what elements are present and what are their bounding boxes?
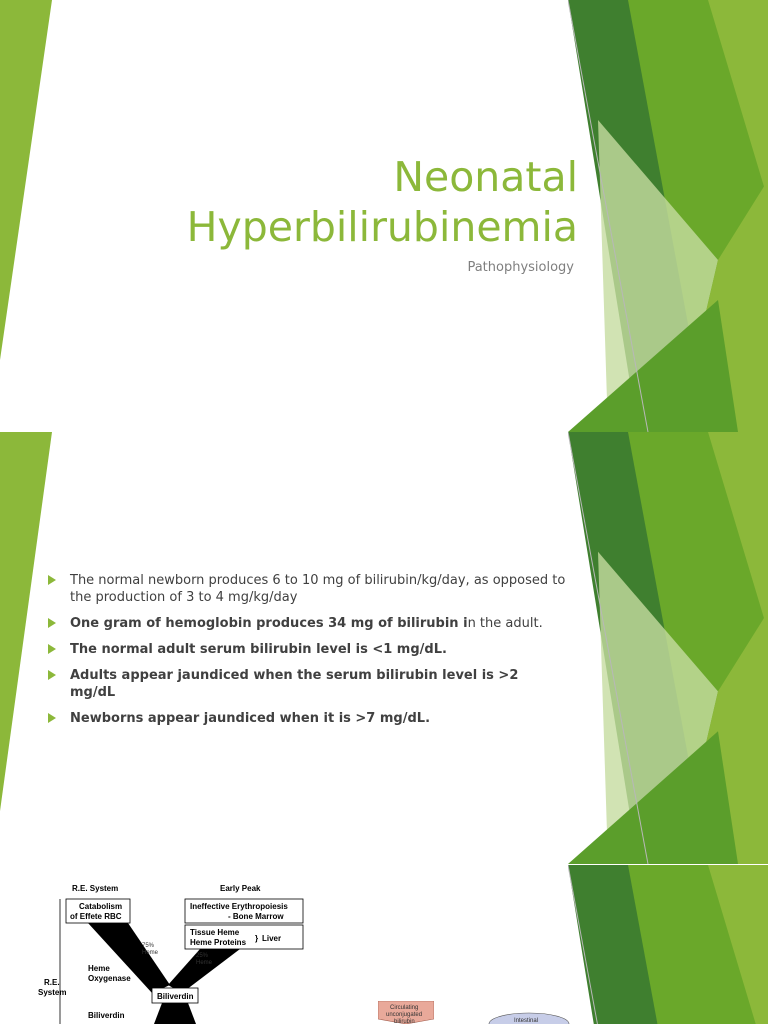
bullet-item: Adults appear jaundiced when the serum bilirubin level is >2 mg/dL	[48, 667, 568, 701]
svg-text:Intestinal: Intestinal	[514, 1018, 539, 1024]
bullet-item: Newborns appear jaundiced when it is >7 mg/dL.	[48, 710, 568, 727]
down-arrow	[154, 1003, 196, 1024]
svg-text:bilirubin: bilirubin	[394, 1019, 415, 1024]
right-green-decoration	[568, 0, 768, 432]
circulating-bilirubin-node	[378, 1001, 434, 1024]
bullet-item: One gram of hemoglobin produces 34 mg of bilirubin in the adult.	[48, 615, 568, 632]
ineffective-label-1: Ineffective Erythropoiesis	[190, 902, 288, 911]
diagram-slide	[0, 865, 768, 1024]
heme-oxygenase-label-2: Oxygenase	[88, 974, 131, 983]
biliverdin-bottom-label: Biliverdin	[88, 1011, 125, 1020]
heme-oxygenase-label-1: Heme	[88, 964, 110, 973]
heme-proteins-label: Heme Proteins	[190, 938, 247, 947]
tissue-heme-label: Tissue Heme	[190, 928, 240, 937]
bullet-arrow-icon	[48, 644, 56, 654]
left-green-stripe	[0, 0, 60, 432]
title-line-1: Neonatal	[393, 153, 578, 201]
catabolism-label-1: Catabolism	[79, 902, 123, 911]
title-line-2: Hyperbilirubinemia	[186, 203, 578, 251]
early-peak-header: Early Peak	[220, 884, 261, 893]
re-side-label-1: R.E.	[44, 978, 60, 987]
bullet-item: The normal newborn produces 6 to 10 mg of bilirubin/kg/day, as opposed to the production of 3 to 4 mg/kg/day	[48, 572, 568, 606]
heme-left-label: Heme	[142, 950, 159, 956]
liver-label: Liver	[262, 934, 282, 943]
bullet-arrow-icon	[48, 618, 56, 628]
svg-text:Circulating: Circulating	[390, 1005, 419, 1011]
bullet-arrow-icon	[48, 670, 56, 680]
liver-brace: }	[255, 934, 259, 943]
re-side-label-2: System	[38, 988, 67, 997]
biliverdin-label: Biliverdin	[157, 992, 194, 1001]
svg-text:unconjugated: unconjugated	[386, 1012, 423, 1018]
bullet-item: The normal adult serum bilirubin level is <1 mg/dL.	[48, 641, 568, 658]
bullet-arrow-icon	[48, 575, 56, 585]
right-green-decoration	[568, 865, 768, 1024]
content-slide	[0, 432, 768, 865]
catabolism-label-2: of Effete RBC	[70, 912, 122, 921]
subtitle: Pathophysiology	[467, 260, 574, 275]
intestinal-node	[488, 1012, 570, 1024]
heme-right-label: Heme	[196, 960, 213, 966]
pct-left-label: 75%	[142, 943, 155, 949]
ineffective-label-2: - Bone Marrow	[228, 912, 284, 921]
bullet-arrow-icon	[48, 713, 56, 723]
title-slide	[0, 0, 768, 432]
re-system-header: R.E. System	[72, 884, 119, 893]
pct-right-label: 25%	[196, 953, 209, 959]
right-green-decoration	[568, 432, 768, 864]
bilirubin-metabolism-diagram	[30, 875, 310, 1024]
page-title	[187, 152, 578, 252]
bullet-list	[48, 572, 568, 736]
